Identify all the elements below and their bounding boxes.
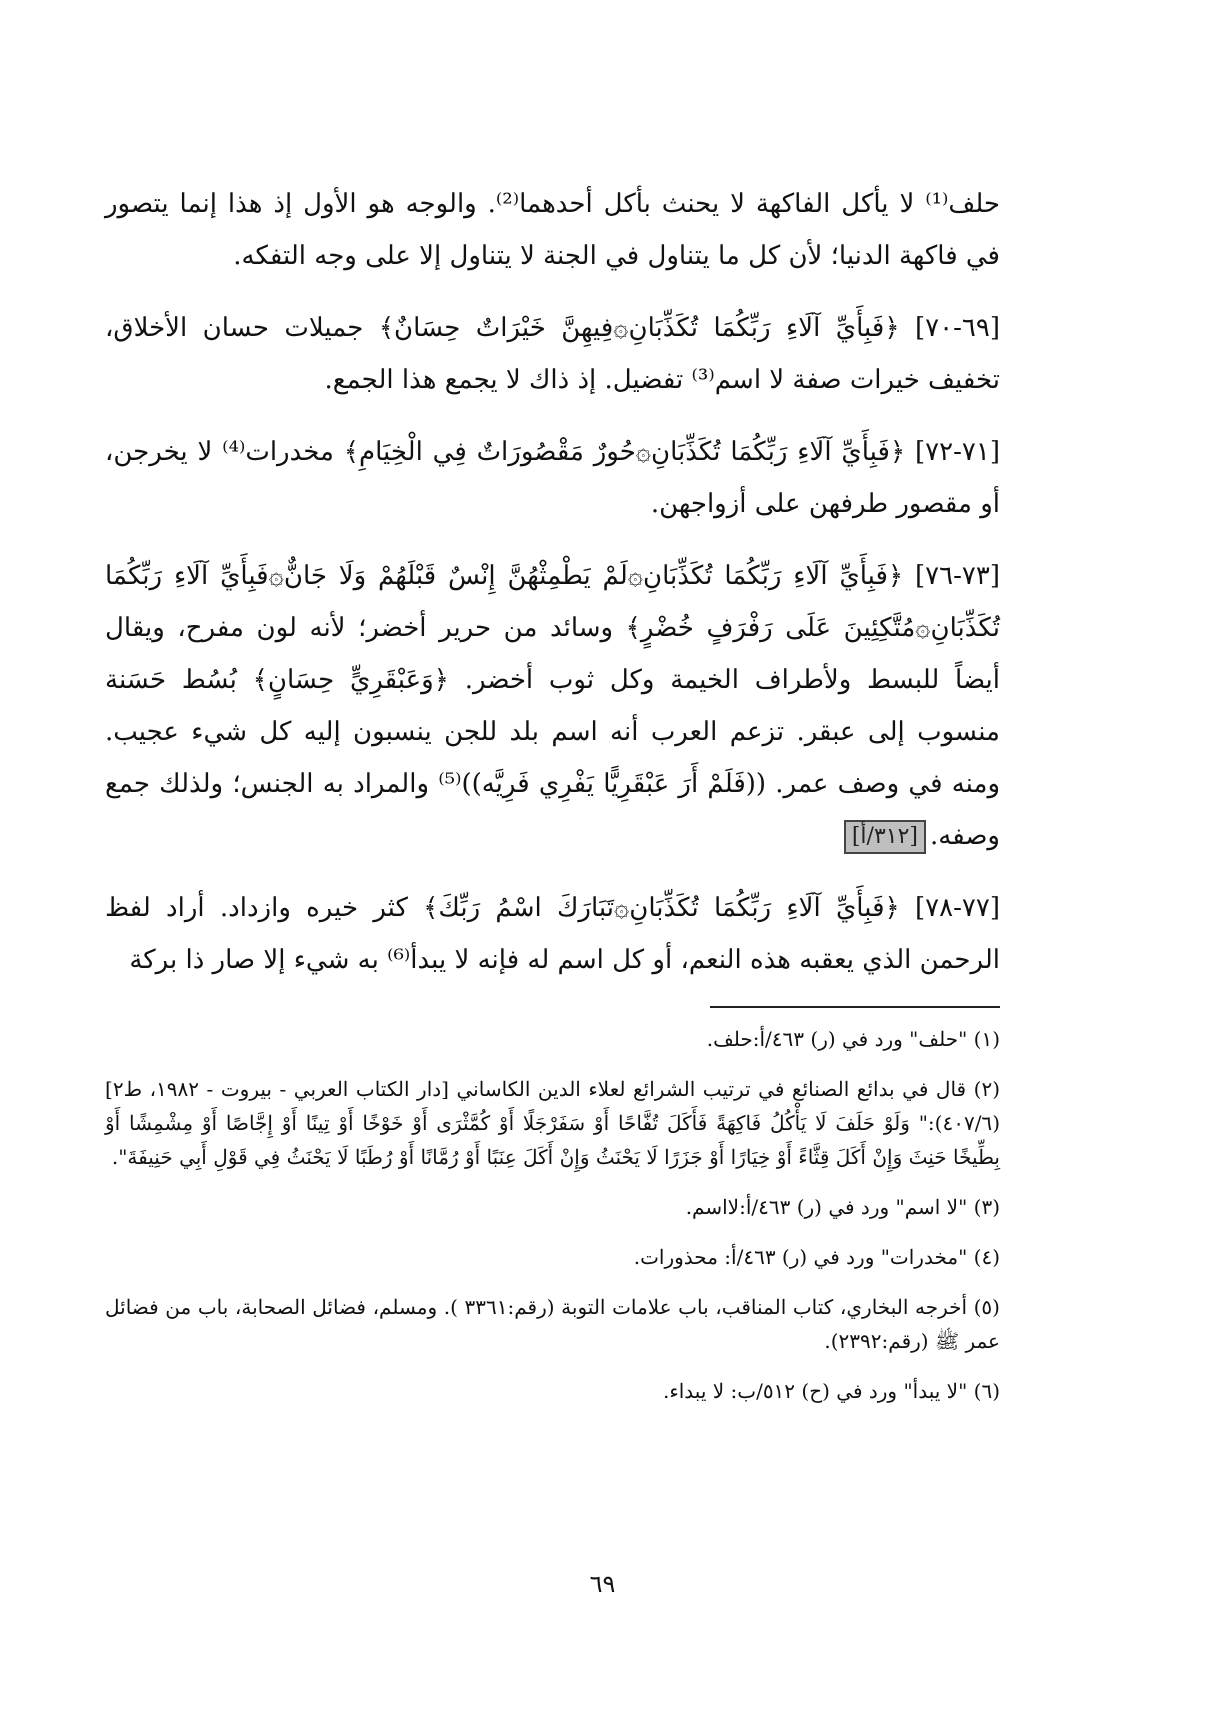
footnote-2: (٢) قال في بدائع الصنائع في ترتيب الشرائع لعلاء الدين الكاساني [دار الكتاب العربي - بيروت - ١٩٨٢، ط٢] (٤٠٧/٦):" وَلَوْ حَلَفَ لَا يَأْكُلُ فَاكِهَةً فَأَكَلَ تُفَّاحًا أَوْ سَفَرْجَلًا أَوْ كُمَّثْرَى أَوْ خَوْخًا أَوْ تِينًا أَوْ إِجَّاصًا أَوْ مِشْمِشًا أَوْ بِطِّيخًا حَنِثَ وَإِنْ أَكَلَ قِثَّاءً أَوْ خِيَارًا أَوْ جَزَرًا لَا يَحْنَثُ وَإِنْ أَكَلَ عِنَبًا أَوْ رُمَّانًا أَوْ رُطَبًا لَا يَحْنَثُ فِي قَوْلِ أَبِي حَنِيفَةَ".: [105, 1077, 1000, 1169]
footnotes: [105, 1022, 1000, 1408]
footnote-5: (٥) أخرجه البخاري، كتاب المناقب، باب علامات التوبة (رقم:٣٣٦١ ). ومسلم، فضائل الصحابة، باب من فضائل عمر ﷺ (رقم:٢٣٩٢).: [105, 1295, 1000, 1353]
footnote-6: (٦) "لا يبدأ" ورد في (ح) ٥١٢/ب: لا يبداء.: [662, 1379, 1000, 1403]
paragraph-verses-69-70: [٦٩-٧٠] ﴿فَبِأَيِّ آلَاءِ رَبِّكُمَا تُكَذِّبَانِ۞فِيهِنَّ خَيْرَاتٌ حِسَانٌ﴾ جميلات حسان الأخلاق، تخفيف خيرات صفة لا اسم⁽³⁾ تفضيل. إذ ذاك لا يجمع هذا الجمع.: [105, 313, 1000, 395]
footnote-4: (٤) "مخدرات" ورد في (ر) ٤٦٣/أ: محذورات.: [633, 1245, 1000, 1269]
folio-mark: [٣١٢/أ]: [844, 820, 926, 854]
footnote-divider: [710, 1006, 1000, 1008]
paragraph-verses-77-78: [٧٧-٧٨] ﴿فَبِأَيِّ آلَاءِ رَبِّكُمَا تُكَذِّبَانِ۞تَبَارَكَ اسْمُ رَبِّكَ﴾ كثر خيره وازداد. أراد لفظ الرحمن الذي يعقبه هذه النعم، أو كل اسم له فإنه لا يبدأ⁽⁶⁾ به شيء إلا صار ذا بركة: [105, 893, 1000, 975]
footnote-1: (١) "حلف" ورد في (ر) ٤٦٣/أ:حلف.: [706, 1027, 1000, 1051]
paragraph-verses-71-72: [٧١-٧٢] ﴿فَبِأَيِّ آلَاءِ رَبِّكُمَا تُكَذِّبَانِ۞حُورٌ مَقْصُورَاتٌ فِي الْخِيَامِ﴾ مخدرات⁽⁴⁾ لا يخرجن، أو مقصور طرفهن على أزواجهن.: [105, 437, 1000, 519]
document-page: [105, 178, 1000, 1424]
paragraph-intro: حلف⁽¹⁾ لا يأكل الفاكهة لا يحنث بأكل أحدهما⁽²⁾. والوجه هو الأول إذ هذا إنما يتصور في فاكهة الدنيا؛ لأن كل ما يتناول في الجنة لا يتناول إلا على وجه التفكه.: [105, 189, 1000, 271]
page-number: ٦٩: [589, 1570, 616, 1598]
paragraph-verses-73-76-text: [٧٣-٧٦] ﴿فَبِأَيِّ آلَاءِ رَبِّكُمَا تُكَذِّبَانِ۞لَمْ يَطْمِثْهُنَّ إِنْسٌ قَبْلَهُمْ وَلَا جَانٌّ۞فَبِأَيِّ آلَاءِ رَبِّكُمَا تُكَذِّبَانِ۞مُتَّكِئِينَ عَلَى رَفْرَفٍ خُضْرٍ﴾ وسائد من حرير أخضر؛ لأنه لون مفرح، ويقال أيضاً للبسط ولأطراف الخيمة وكل ثوب أخضر. ﴿وَعَبْقَرِيٍّ حِسَانٍ﴾ بُسُط حَسَنة منسوب إلى عبقر. تزعم العرب أنه اسم بلد للجن ينسبون إليه كل شيء عجيب. ومنه في وصف عمر. ((فَلَمْ أَرَ عَبْقَرِيًّا يَفْرِي فَرِيَّه))⁽⁵⁾ والمراد به الجنس؛ ولذلك جمع وصفه.: [105, 561, 1000, 851]
footnote-3: (٣) "لا اسم" ورد في (ر) ٤٦٣/أ:لااسم.: [685, 1195, 1000, 1219]
paragraph-verses-73-76: [105, 550, 1000, 862]
